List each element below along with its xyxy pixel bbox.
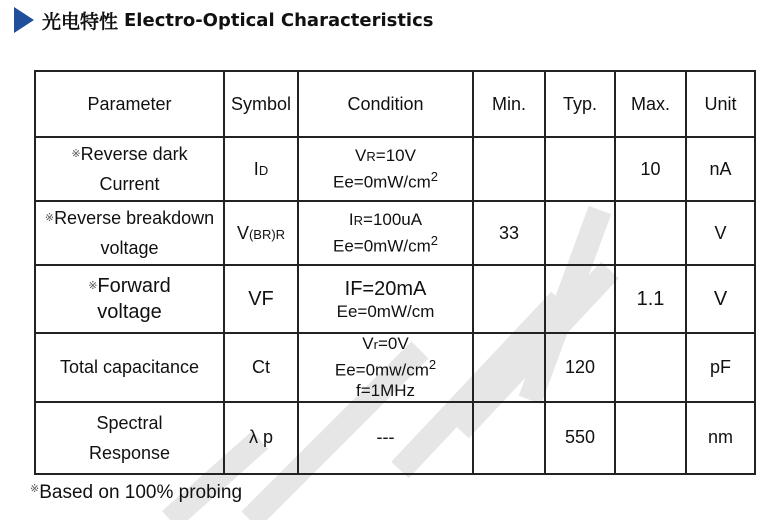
table-row xyxy=(35,201,755,265)
condition-cell xyxy=(298,201,473,265)
condition-text: =10V xyxy=(375,145,416,165)
symbol-subscript: (BR)R xyxy=(248,226,286,242)
condition-superscript: 2 xyxy=(430,232,438,248)
max-cell xyxy=(615,402,686,474)
condition-text: V xyxy=(362,334,374,353)
symbol-cell xyxy=(224,137,298,201)
symbol-cell: VF xyxy=(224,265,298,333)
table-header-row xyxy=(35,71,755,137)
header-unit: Unit xyxy=(686,71,755,137)
symbol-cell xyxy=(224,201,298,265)
parameter-text: voltage xyxy=(100,238,159,258)
parameter-cell xyxy=(35,265,224,333)
symbol-cell: Ct xyxy=(224,333,298,402)
table-row xyxy=(35,333,755,402)
symbol-text: I xyxy=(253,158,259,179)
condition-text: IF=20mA xyxy=(344,278,427,300)
header-symbol: Symbol xyxy=(224,71,298,137)
condition-text: I xyxy=(348,209,354,229)
condition-cell xyxy=(298,333,473,402)
typ-cell: 550 xyxy=(545,402,615,474)
table-row xyxy=(35,402,755,474)
condition-subscript: R xyxy=(366,148,376,164)
parameter-cell xyxy=(35,137,224,201)
min-cell xyxy=(473,265,545,333)
condition-text: =0V xyxy=(377,334,409,353)
condition-cell xyxy=(298,137,473,201)
table-row xyxy=(35,137,755,201)
max-cell: 1.1 xyxy=(615,265,686,333)
condition-superscript: 2 xyxy=(428,357,437,372)
electro-optical-table xyxy=(34,70,756,475)
min-cell xyxy=(473,402,545,474)
min-cell xyxy=(473,137,545,201)
unit-cell: nA xyxy=(686,137,755,201)
asterisk-mark: ※ xyxy=(88,280,98,292)
symbol-cell: λ p xyxy=(224,402,298,474)
table-row xyxy=(35,265,755,333)
symbol-text: V xyxy=(236,222,249,243)
asterisk-mark: ※ xyxy=(71,148,81,160)
condition-superscript: 2 xyxy=(430,168,438,184)
condition-text: =100uA xyxy=(363,209,423,229)
condition-text: f=1MHz xyxy=(355,380,416,400)
unit-cell: V xyxy=(686,201,755,265)
condition-subscript: r xyxy=(373,337,378,352)
asterisk-mark: ※ xyxy=(30,483,40,495)
unit-cell: pF xyxy=(686,333,755,402)
parameter-text: Current xyxy=(99,174,160,194)
unit-cell: nm xyxy=(686,402,755,474)
condition-text: Ee=0mW/cm xyxy=(332,236,431,256)
typ-cell xyxy=(545,137,615,201)
typ-cell xyxy=(545,201,615,265)
condition-text: V xyxy=(355,145,367,165)
parameter-text: Reverse breakdown xyxy=(54,208,215,228)
parameter-text: Forward xyxy=(97,275,171,297)
min-cell: 33 xyxy=(473,201,545,265)
parameter-text: Reverse dark xyxy=(80,144,188,164)
chevron-right-icon xyxy=(14,7,34,33)
typ-cell: 120 xyxy=(545,333,615,402)
footnote xyxy=(30,482,242,504)
min-cell xyxy=(473,333,545,402)
header-parameter: Parameter xyxy=(35,71,224,137)
heading-chinese: 光电特性 xyxy=(42,10,119,33)
parameter-text: Response xyxy=(88,442,171,463)
condition-cell: --- xyxy=(298,402,473,474)
symbol-subscript: D xyxy=(258,162,269,178)
heading-english: Electro-Optical Characteristics xyxy=(124,9,434,31)
condition-text: Ee=0mw/cm xyxy=(334,360,429,380)
max-cell xyxy=(615,201,686,265)
condition-text: Ee=0mW/cm xyxy=(332,172,431,192)
header-min: Min. xyxy=(473,71,545,137)
typ-cell xyxy=(545,265,615,333)
header-typ: Typ. xyxy=(545,71,615,137)
parameter-cell xyxy=(35,201,224,265)
parameter-text: Spectral xyxy=(96,412,163,433)
parameter-cell xyxy=(35,402,224,474)
condition-cell xyxy=(298,265,473,333)
footnote-text: Based on 100% probing xyxy=(39,482,243,503)
header-condition: Condition xyxy=(298,71,473,137)
section-heading xyxy=(14,6,434,34)
parameter-text: voltage xyxy=(97,301,162,323)
condition-text: Ee=0mW/cm xyxy=(336,302,435,321)
max-cell: 10 xyxy=(615,137,686,201)
unit-cell: V xyxy=(686,265,755,333)
parameter-cell: Total capacitance xyxy=(35,333,224,402)
asterisk-mark: ※ xyxy=(44,212,55,224)
max-cell xyxy=(615,333,686,402)
condition-subscript: R xyxy=(353,212,364,228)
header-max: Max. xyxy=(615,71,686,137)
